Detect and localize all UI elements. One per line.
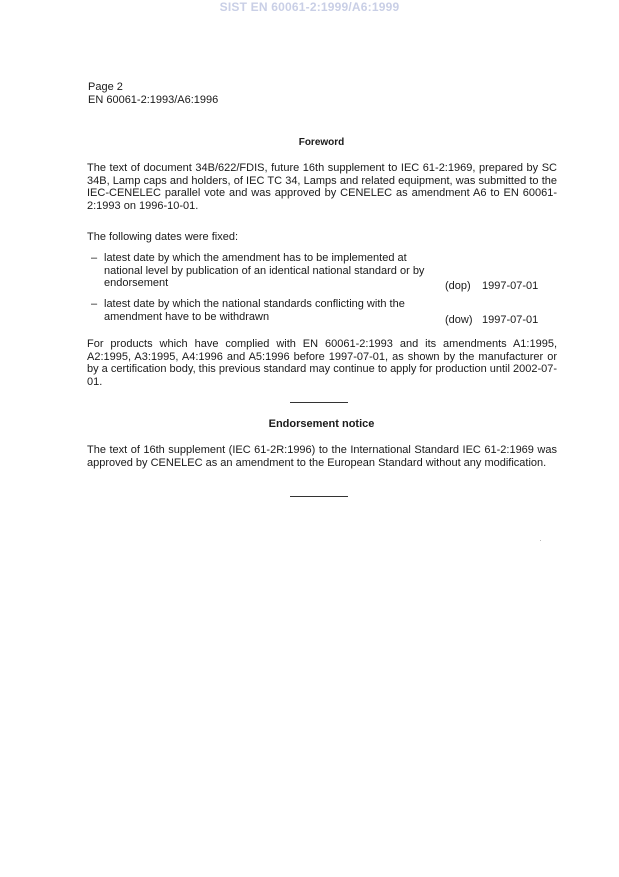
watermark: SIST EN 60061-2:1999/A6:1999 xyxy=(219,0,400,14)
section-divider xyxy=(290,402,348,403)
scan-speck xyxy=(540,540,541,541)
date-code-dow: (dow) xyxy=(445,314,473,326)
list-dash: – xyxy=(91,298,98,310)
list-dash: – xyxy=(91,252,98,264)
list-item-text: latest date by which the amendment has to be implemented at national level by publication of an identical national standard or by endorsement xyxy=(104,252,425,289)
document-reference: EN 60061-2:1993/A6:1996 xyxy=(88,94,219,106)
end-divider xyxy=(290,496,348,497)
date-value-dop: 1997-07-01 xyxy=(482,280,539,292)
foreword-paragraph: The text of document 34B/622/FDIS, future 16th supplement to IEC 61-2:1969, prepared by SC 34B, Lamp caps and holders, of IEC TC 34, Lamps and related equipment, was submitted to the IEC-CENELEC parallel vote and was approved by CENELEC as amendment A6 to EN 60061-2:1993 on 1996-10-01. xyxy=(87,162,557,212)
page-number: Page 2 xyxy=(88,81,123,93)
list-item-text: latest date by which the national standards conflicting with the amendment have to be withdrawn xyxy=(104,298,405,323)
endorsement-title: Endorsement notice xyxy=(268,418,375,430)
endorsement-paragraph: The text of 16th supplement (IEC 61-2R:1996) to the International Standard IEC 61-2:1969 was approved by CENELEC as an amendment to the European Standard without any modification. xyxy=(87,444,557,469)
date-value-dow: 1997-07-01 xyxy=(482,314,539,326)
foreword-title: Foreword xyxy=(298,137,345,148)
dates-intro: The following dates were fixed: xyxy=(87,231,239,243)
page-header xyxy=(88,81,218,107)
transition-paragraph: For products which have complied with EN 60061-2:1993 and its amendments A1:1995, A2:1995, A3:1995, A4:1996 and A5:1996 before 1997-07-01, as shown by the manufacturer or by a certification body, this previous standard may continue to apply for production until 2002-07-01. xyxy=(87,338,558,388)
date-code-dop: (dop) xyxy=(445,280,471,292)
